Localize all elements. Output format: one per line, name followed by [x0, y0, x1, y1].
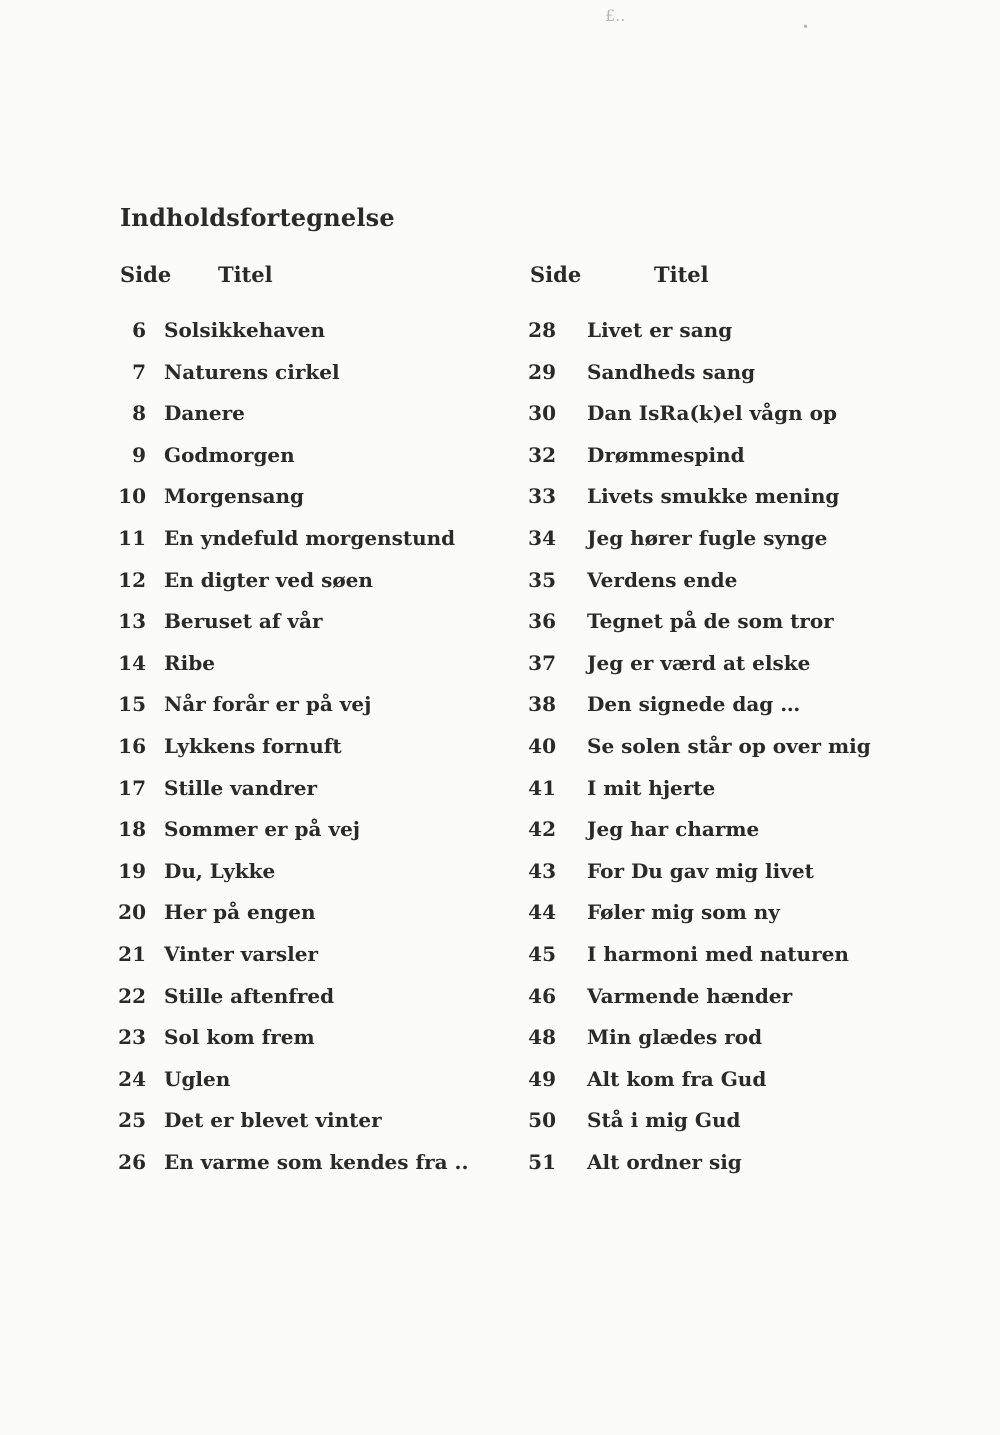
toc-entry-title: Danere [164, 401, 245, 426]
toc-page-number: 43 [528, 858, 556, 883]
toc-page-number: 29 [528, 359, 556, 384]
page-title: Indholdsfortegnelse [120, 203, 395, 232]
toc-entry [118, 734, 498, 776]
toc-page-number: 17 [118, 775, 146, 800]
toc-page-number: 23 [118, 1025, 146, 1050]
toc-entry-title: Morgensang [164, 484, 305, 509]
toc-entry-title: For Du gav mig livet [587, 858, 814, 883]
toc-entry-title: En yndefuld morgenstund [164, 525, 456, 550]
toc-entry-title: Min glædes rod [587, 1025, 763, 1050]
toc-entry-title: Du, Lykke [164, 858, 276, 883]
toc-page-number: 13 [118, 609, 146, 634]
toc-entry-title: En varme som kendes fra .. [164, 1149, 469, 1174]
toc-page-number: 18 [118, 817, 146, 842]
toc-entry-title: Jeg hører fugle synge [587, 525, 828, 550]
toc-page-number: 12 [118, 567, 146, 592]
toc-page-number: 30 [528, 401, 556, 426]
toc-entry-title: Godmorgen [164, 442, 295, 467]
toc-entry [528, 1067, 888, 1109]
toc-page-number: 19 [118, 858, 146, 883]
column-header [118, 262, 498, 292]
toc-page-number: 49 [528, 1066, 556, 1091]
toc-entry [118, 692, 498, 734]
toc-entry-title: Sandheds sang [587, 359, 756, 384]
toc-entry [118, 609, 498, 651]
toc-entry [118, 443, 498, 485]
toc-list-left [118, 318, 498, 1191]
toc-page-number: 6 [132, 318, 146, 342]
toc-entry [118, 401, 498, 443]
title-header: Titel [654, 262, 709, 287]
toc-entry-title: Jeg er værd at elske [587, 650, 811, 675]
toc-column-right [528, 262, 888, 1174]
toc-column-left [118, 262, 498, 1174]
toc-entry [118, 1025, 498, 1067]
toc-entry [118, 1150, 498, 1192]
title-header: Titel [218, 262, 273, 287]
toc-entry [118, 1067, 498, 1109]
toc-entry-title: Vinter varsler [164, 941, 319, 966]
toc-entry-title: Den signede dag … [587, 692, 801, 717]
toc-page-number: 7 [132, 359, 146, 384]
toc-entry-title: Alt ordner sig [587, 1149, 742, 1174]
toc-page-number: 42 [528, 817, 556, 842]
toc-entry-title: Varmende hænder [587, 983, 793, 1008]
toc-entry-title: Stå i mig Gud [587, 1108, 741, 1133]
toc-entry-title: I harmoni med naturen [587, 941, 849, 966]
toc-entry [528, 484, 888, 526]
toc-page-number: 9 [132, 442, 146, 467]
toc-page-number: 37 [528, 650, 556, 675]
toc-entry [118, 484, 498, 526]
toc-entry [528, 609, 888, 651]
toc-page-number: 41 [528, 775, 556, 800]
toc-entry-title: I mit hjerte [587, 775, 716, 800]
toc-entry-title: Livet er sang [587, 318, 733, 342]
toc-page-number: 21 [118, 941, 146, 966]
toc-list-right [528, 318, 888, 1191]
toc-entry-title: Føler mig som ny [587, 900, 780, 925]
toc-entry [528, 526, 888, 568]
toc-entry [118, 568, 498, 610]
side-header: Side [120, 262, 172, 287]
toc-entry-title: Drømmespind [587, 442, 745, 467]
toc-page-number: 45 [528, 941, 556, 966]
side-header: Side [530, 262, 582, 287]
toc-entry-title: En digter ved søen [164, 567, 373, 592]
toc-entry-title: Tegnet på de som tror [587, 609, 834, 634]
toc-entry-title: Livets smukke mening [587, 484, 840, 509]
toc-page-number: 50 [528, 1108, 556, 1133]
toc-entry-title: Solsikkehaven [164, 318, 326, 342]
toc-page-number: 25 [118, 1108, 146, 1133]
toc-entry [118, 776, 498, 818]
toc-entry-title: Stille vandrer [164, 775, 318, 800]
toc-entry-title: Beruset af vår [164, 609, 323, 634]
toc-entry [528, 859, 888, 901]
toc-page-number: 44 [528, 900, 556, 925]
toc-entry [528, 817, 888, 859]
toc-entry [118, 900, 498, 942]
toc-entry-title: Ribe [164, 650, 215, 675]
toc-entry-title: Her på engen [164, 900, 316, 925]
toc-page-number: 24 [118, 1066, 146, 1091]
scan-mark: • [802, 20, 810, 34]
toc-entry [118, 526, 498, 568]
toc-entry [528, 692, 888, 734]
toc-entry-title: Jeg har charme [587, 817, 760, 842]
toc-page-number: 36 [528, 609, 556, 634]
toc-entry-title: Lykkens fornuft [164, 733, 342, 758]
toc-entry [118, 859, 498, 901]
toc-entry-title: Det er blevet vinter [164, 1108, 382, 1133]
toc-entry [528, 1108, 888, 1150]
toc-entry-title: Uglen [164, 1066, 231, 1091]
toc-entry-title: Stille aftenfred [164, 983, 335, 1008]
toc-page-number: 40 [528, 733, 556, 758]
column-header [528, 262, 888, 292]
toc-page-number: 22 [118, 983, 146, 1008]
toc-entry [528, 568, 888, 610]
toc-entry-title: Se solen står op over mig [587, 733, 871, 758]
toc-entry [528, 360, 888, 402]
toc-page-number: 51 [528, 1149, 556, 1174]
toc-page-number: 8 [132, 401, 146, 426]
toc-page-number: 16 [118, 733, 146, 758]
toc-entry-title: Sommer er på vej [164, 817, 361, 842]
toc-entry [118, 360, 498, 402]
toc-page-number: 20 [118, 900, 146, 925]
toc-page-number: 35 [528, 567, 556, 592]
toc-page-number: 10 [118, 484, 146, 509]
toc-entry [528, 776, 888, 818]
toc-page-number: 28 [528, 318, 556, 342]
toc-entry [528, 318, 888, 360]
toc-entry-title: Alt kom fra Gud [587, 1066, 767, 1091]
toc-page-number: 46 [528, 983, 556, 1008]
toc-entry-title: Verdens ende [587, 567, 738, 592]
toc-entry [528, 443, 888, 485]
toc-entry-title: Sol kom frem [164, 1025, 315, 1050]
toc-page-number: 32 [528, 442, 556, 467]
toc-entry-title: Naturens cirkel [164, 359, 340, 384]
toc-entry [528, 734, 888, 776]
toc-entry [528, 984, 888, 1026]
toc-page-number: 14 [118, 650, 146, 675]
toc-page-number: 11 [118, 525, 146, 550]
toc-entry [528, 1150, 888, 1192]
toc-entry [528, 900, 888, 942]
toc-page-number: 48 [528, 1025, 556, 1050]
toc-entry [528, 1025, 888, 1067]
toc-entry [118, 1108, 498, 1150]
toc-entry [528, 942, 888, 984]
toc-page-number: 34 [528, 525, 556, 550]
toc-entry [528, 401, 888, 443]
toc-entry [118, 942, 498, 984]
toc-entry-title: Når forår er på vej [164, 692, 372, 717]
toc-entry-title: Dan IsRa(k)el vågn op [587, 401, 837, 426]
toc-entry [118, 318, 498, 360]
toc-entry [118, 984, 498, 1026]
toc-page-number: 26 [118, 1149, 146, 1174]
scan-mark: £.. [605, 6, 626, 25]
toc-page-number: 15 [118, 692, 146, 717]
toc-page-number: 38 [528, 692, 556, 717]
toc-entry [118, 651, 498, 693]
toc-entry [528, 651, 888, 693]
toc-page-number: 33 [528, 484, 556, 509]
toc-entry [118, 817, 498, 859]
